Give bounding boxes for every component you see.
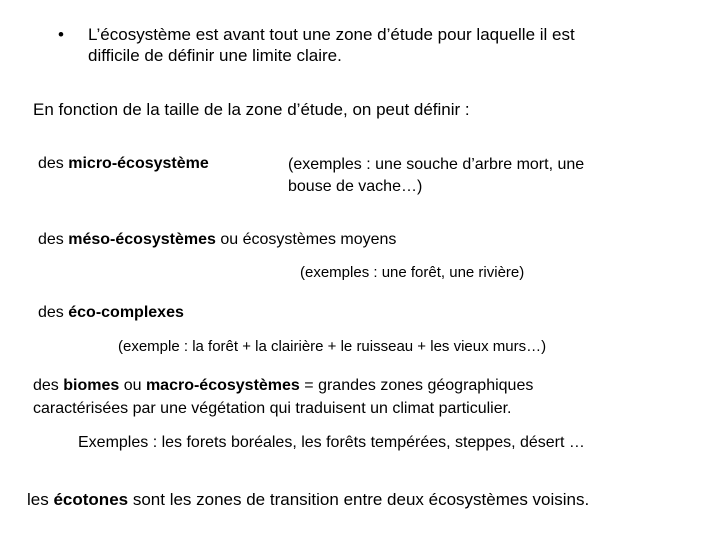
micro-prefix: des	[38, 155, 69, 172]
biomes-suffix: = grandes zones géographiques	[299, 377, 534, 394]
ecotones-suffix: sont les zones de transition entre deux écosystèmes voisins.	[128, 490, 590, 509]
intro-text: En fonction de la taille de la zone d’étude, on peut définir :	[33, 100, 470, 119]
ecocomplex-example: (exemple : la forêt + la clairière + le ruisseau + les vieux murs…)	[118, 338, 547, 355]
micro-heading	[38, 155, 209, 173]
meso-suffix: ou écosystèmes moyens	[215, 231, 397, 248]
micro-example-line-2: bouse de vache…)	[288, 178, 423, 195]
micro-term: micro-écosystème	[68, 155, 209, 172]
biomes-middle: ou	[119, 377, 146, 394]
definition-line-1: L’écosystème est avant tout une zone d’étude pour laquelle il est	[88, 25, 575, 44]
ecocomplex-prefix: des	[38, 304, 69, 321]
ecotones-prefix: les	[27, 490, 54, 509]
meso-example: (exemples : une forêt, une rivière)	[300, 264, 525, 281]
definition-line-2: difficile de définir une limite claire.	[88, 46, 342, 65]
ecotones-line	[27, 490, 589, 510]
biomes-heading	[33, 377, 533, 395]
macro-term: macro-écosystèmes	[145, 377, 300, 394]
biomes-line-2: caractérisées par une végétation qui traduisent un climat particulier.	[33, 400, 512, 417]
meso-heading	[38, 231, 396, 249]
micro-example-line-1: (exemples : une souche d’arbre mort, une	[288, 156, 585, 173]
ecotones-term: écotones	[53, 490, 129, 509]
biomes-term: biomes	[63, 377, 120, 394]
ecocomplex-heading	[38, 304, 184, 322]
biomes-prefix: des	[33, 377, 64, 394]
ecocomplex-term: éco-complexes	[68, 304, 184, 321]
meso-term: méso-écosystèmes	[68, 231, 216, 248]
bullet-icon: •	[58, 25, 64, 44]
meso-prefix: des	[38, 231, 69, 248]
biomes-examples: Exemples : les forets boréales, les forêts tempérées, steppes, désert …	[78, 434, 585, 451]
